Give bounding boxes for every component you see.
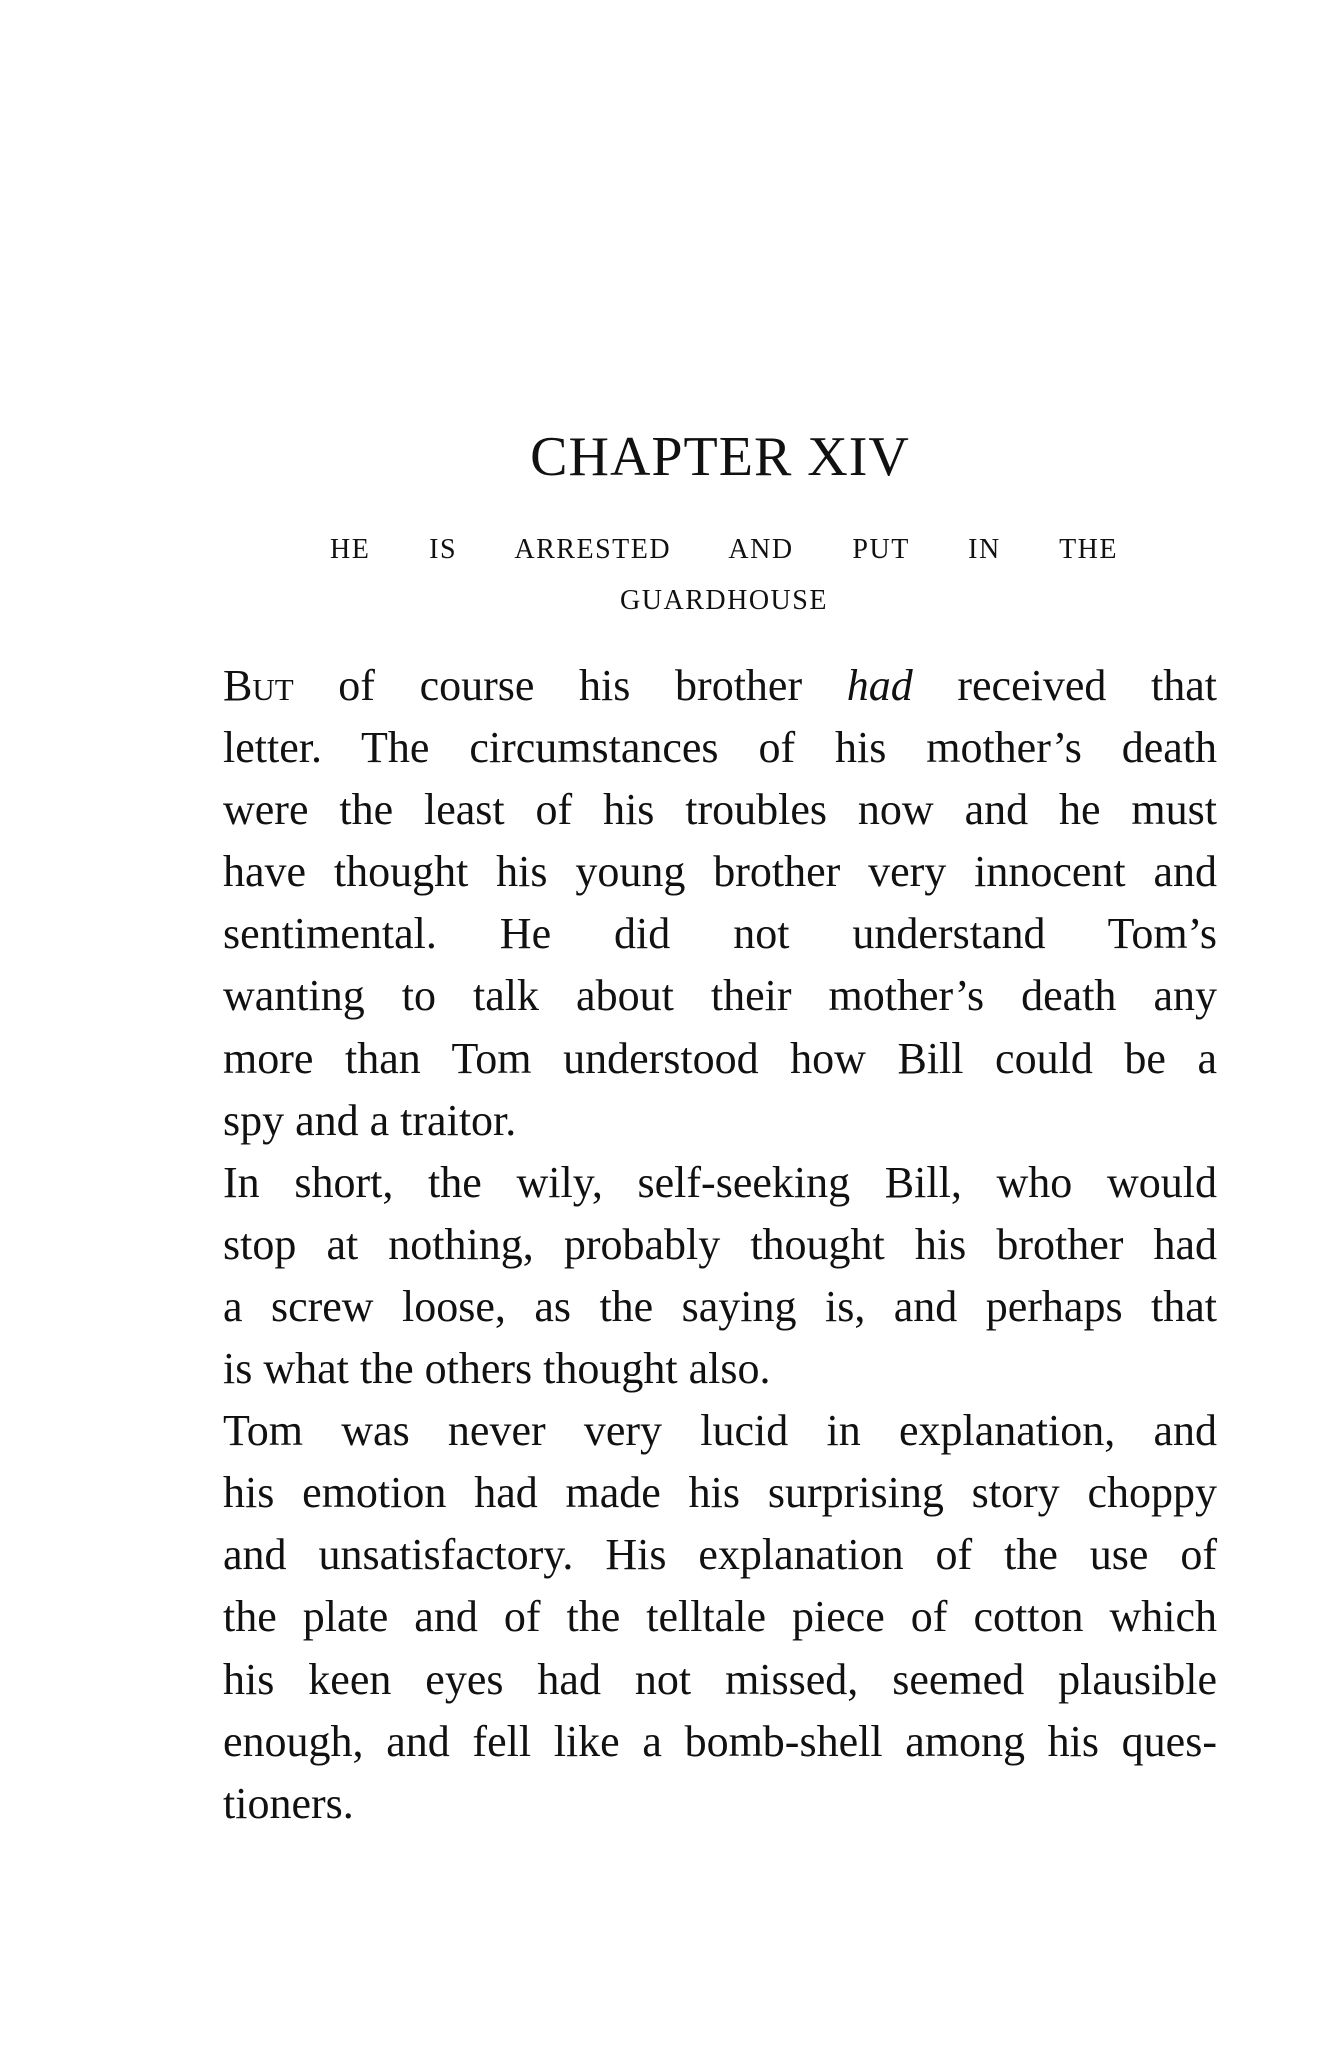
text-line: and unsatisfactory. His explanation of the use of	[223, 1530, 1217, 1580]
text-line: the plate and of the telltale piece of cotton which	[223, 1592, 1217, 1642]
body-text	[223, 655, 1217, 1835]
text-line: enough, and fell like a bomb-shell among his ques-	[223, 1716, 1217, 1766]
text-line: wanting to talk about their mother’s death any	[223, 971, 1217, 1021]
chapter-subtitle-line-1: HE IS ARRESTED AND PUT IN THE	[330, 534, 1118, 565]
text-segment: of course his brother	[293, 661, 847, 710]
text-line: more than Tom understood how Bill could be a	[223, 1033, 1217, 1083]
paragraph-3	[223, 1400, 1217, 1835]
text-segment: received that	[912, 661, 1217, 710]
text-line: spy and a traitor.	[223, 1095, 517, 1145]
text-line: Tom was never very lucid in explanation, and	[223, 1406, 1217, 1456]
chapter-subtitle-line-2: GUARDHOUSE	[620, 585, 828, 616]
text-line: have thought his young brother very innocent and	[223, 847, 1217, 897]
chapter-title: CHAPTER XIV	[530, 426, 910, 488]
paragraph-2	[223, 1152, 1217, 1400]
text-line: tioners.	[223, 1778, 354, 1828]
text-line	[223, 655, 1217, 717]
italic-word: had	[846, 661, 913, 710]
text-line: is what the others thought also.	[223, 1344, 771, 1394]
text-line: his keen eyes had not missed, seemed plausible	[223, 1654, 1217, 1704]
text-line: sentimental. He did not understand Tom’s	[223, 909, 1217, 959]
text-line: letter. The circumstances of his mother’s death	[223, 723, 1217, 773]
opening-word: But	[223, 661, 294, 710]
text-line: In short, the wily, self-seeking Bill, who would	[223, 1157, 1217, 1207]
text-line: his emotion had made his surprising story choppy	[223, 1468, 1217, 1518]
paragraph-1	[223, 655, 1217, 1152]
text-line: stop at nothing, probably thought his brother had	[223, 1219, 1217, 1269]
text-line: a screw loose, as the saying is, and perhaps that	[223, 1281, 1217, 1331]
text-line: were the least of his troubles now and he must	[223, 785, 1217, 835]
